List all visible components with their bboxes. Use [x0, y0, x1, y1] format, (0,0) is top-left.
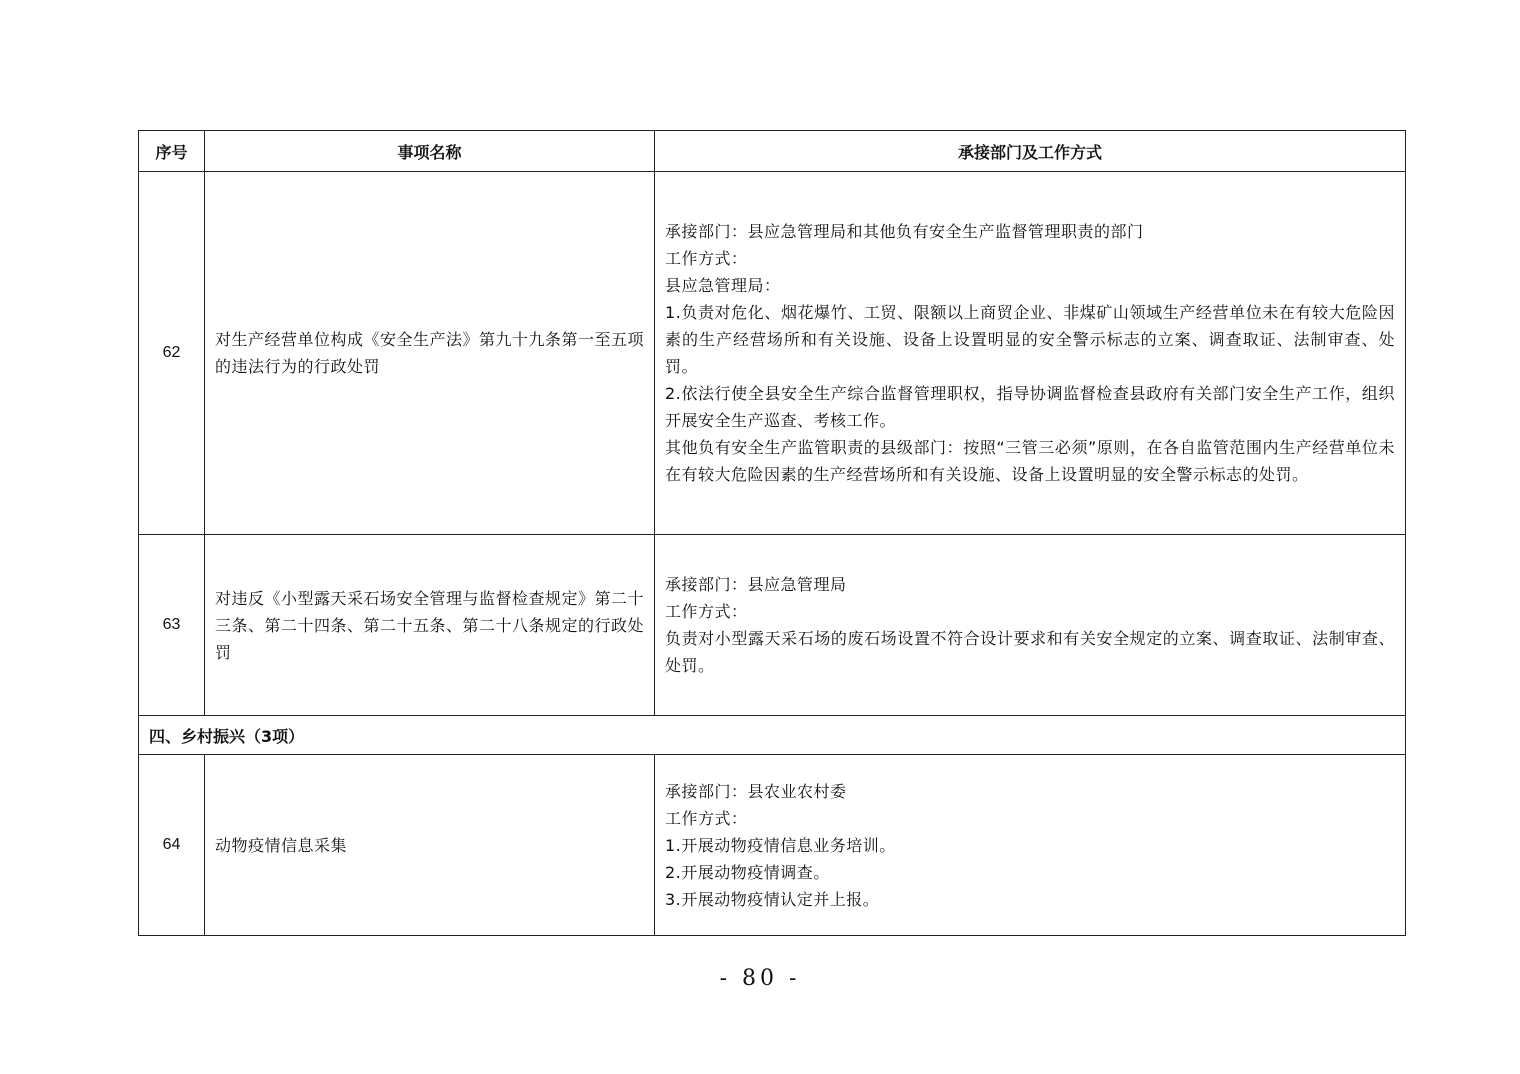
header-item-name: 事项名称	[205, 131, 655, 172]
dept-line: 工作方式：	[665, 249, 748, 268]
row-number: 62	[139, 172, 205, 535]
header-dept-method: 承接部门及工作方式	[655, 131, 1406, 172]
dept-line: 县应急管理局：	[665, 276, 781, 295]
dept-line: 其他负有安全生产监管职责的县级部门：按照“三管三必须”原则，在各自监管范围内生产经营单位未在有较大危险因素的生产经营场所和有关设施、设备上设置明显的安全警示标志的处罚。	[665, 438, 1395, 484]
dept-line: 1.负责对危化、烟花爆竹、工贸、限额以上商贸企业、非煤矿山领域生产经营单位未在有较大危险因素的生产经营场所和有关设施、设备上设置明显的安全警示标志的立案、调查取证、法制审查、处罚。	[665, 303, 1395, 376]
item-name: 动物疫情信息采集	[205, 755, 655, 936]
dept-line: 1.开展动物疫情信息业务培训。	[665, 835, 896, 855]
dept-line: 承接部门：县应急管理局	[665, 575, 847, 594]
dept-method	[655, 535, 1406, 716]
dept-line: 3.开展动物疫情认定并上报。	[665, 889, 880, 909]
dept-line: 承接部门：县农业农村委	[665, 781, 847, 801]
page-number: - 80 -	[719, 966, 801, 991]
item-name: 对生产经营单位构成《安全生产法》第九十九条第一至五项的违法行为的行政处罚	[205, 172, 655, 535]
dept-line: 2.开展动物疫情调查。	[665, 862, 830, 882]
table-row	[139, 172, 1406, 535]
item-name: 对违反《小型露天采石场安全管理与监督检查规定》第二十三条、第二十四条、第二十五条、第二十八条规定的行政处罚	[205, 535, 655, 716]
dept-line: 负责对小型露天采石场的废石场设置不符合设计要求和有关安全规定的立案、调查取证、法制审查、处罚。	[665, 629, 1395, 675]
dept-line: 工作方式：	[665, 602, 748, 621]
dept-method	[655, 755, 1406, 936]
table-row	[139, 535, 1406, 716]
items-table	[138, 130, 1406, 936]
row-number: 63	[139, 535, 205, 716]
dept-line: 2.依法行使全县安全生产综合监督管理职权，指导协调监督检查县政府有关部门安全生产工作，组织开展安全生产巡查、考核工作。	[665, 384, 1395, 430]
header-seq: 序号	[139, 131, 205, 172]
dept-line: 承接部门：县应急管理局和其他负有安全生产监督管理职责的部门	[665, 222, 1144, 241]
section-title: 四、乡村振兴（3项）	[139, 716, 1406, 755]
section-row	[139, 716, 1406, 755]
dept-line: 工作方式：	[665, 808, 748, 828]
dept-method	[655, 172, 1406, 535]
table-row	[139, 755, 1406, 936]
row-number: 64	[139, 755, 205, 936]
table-header-row	[139, 131, 1406, 172]
